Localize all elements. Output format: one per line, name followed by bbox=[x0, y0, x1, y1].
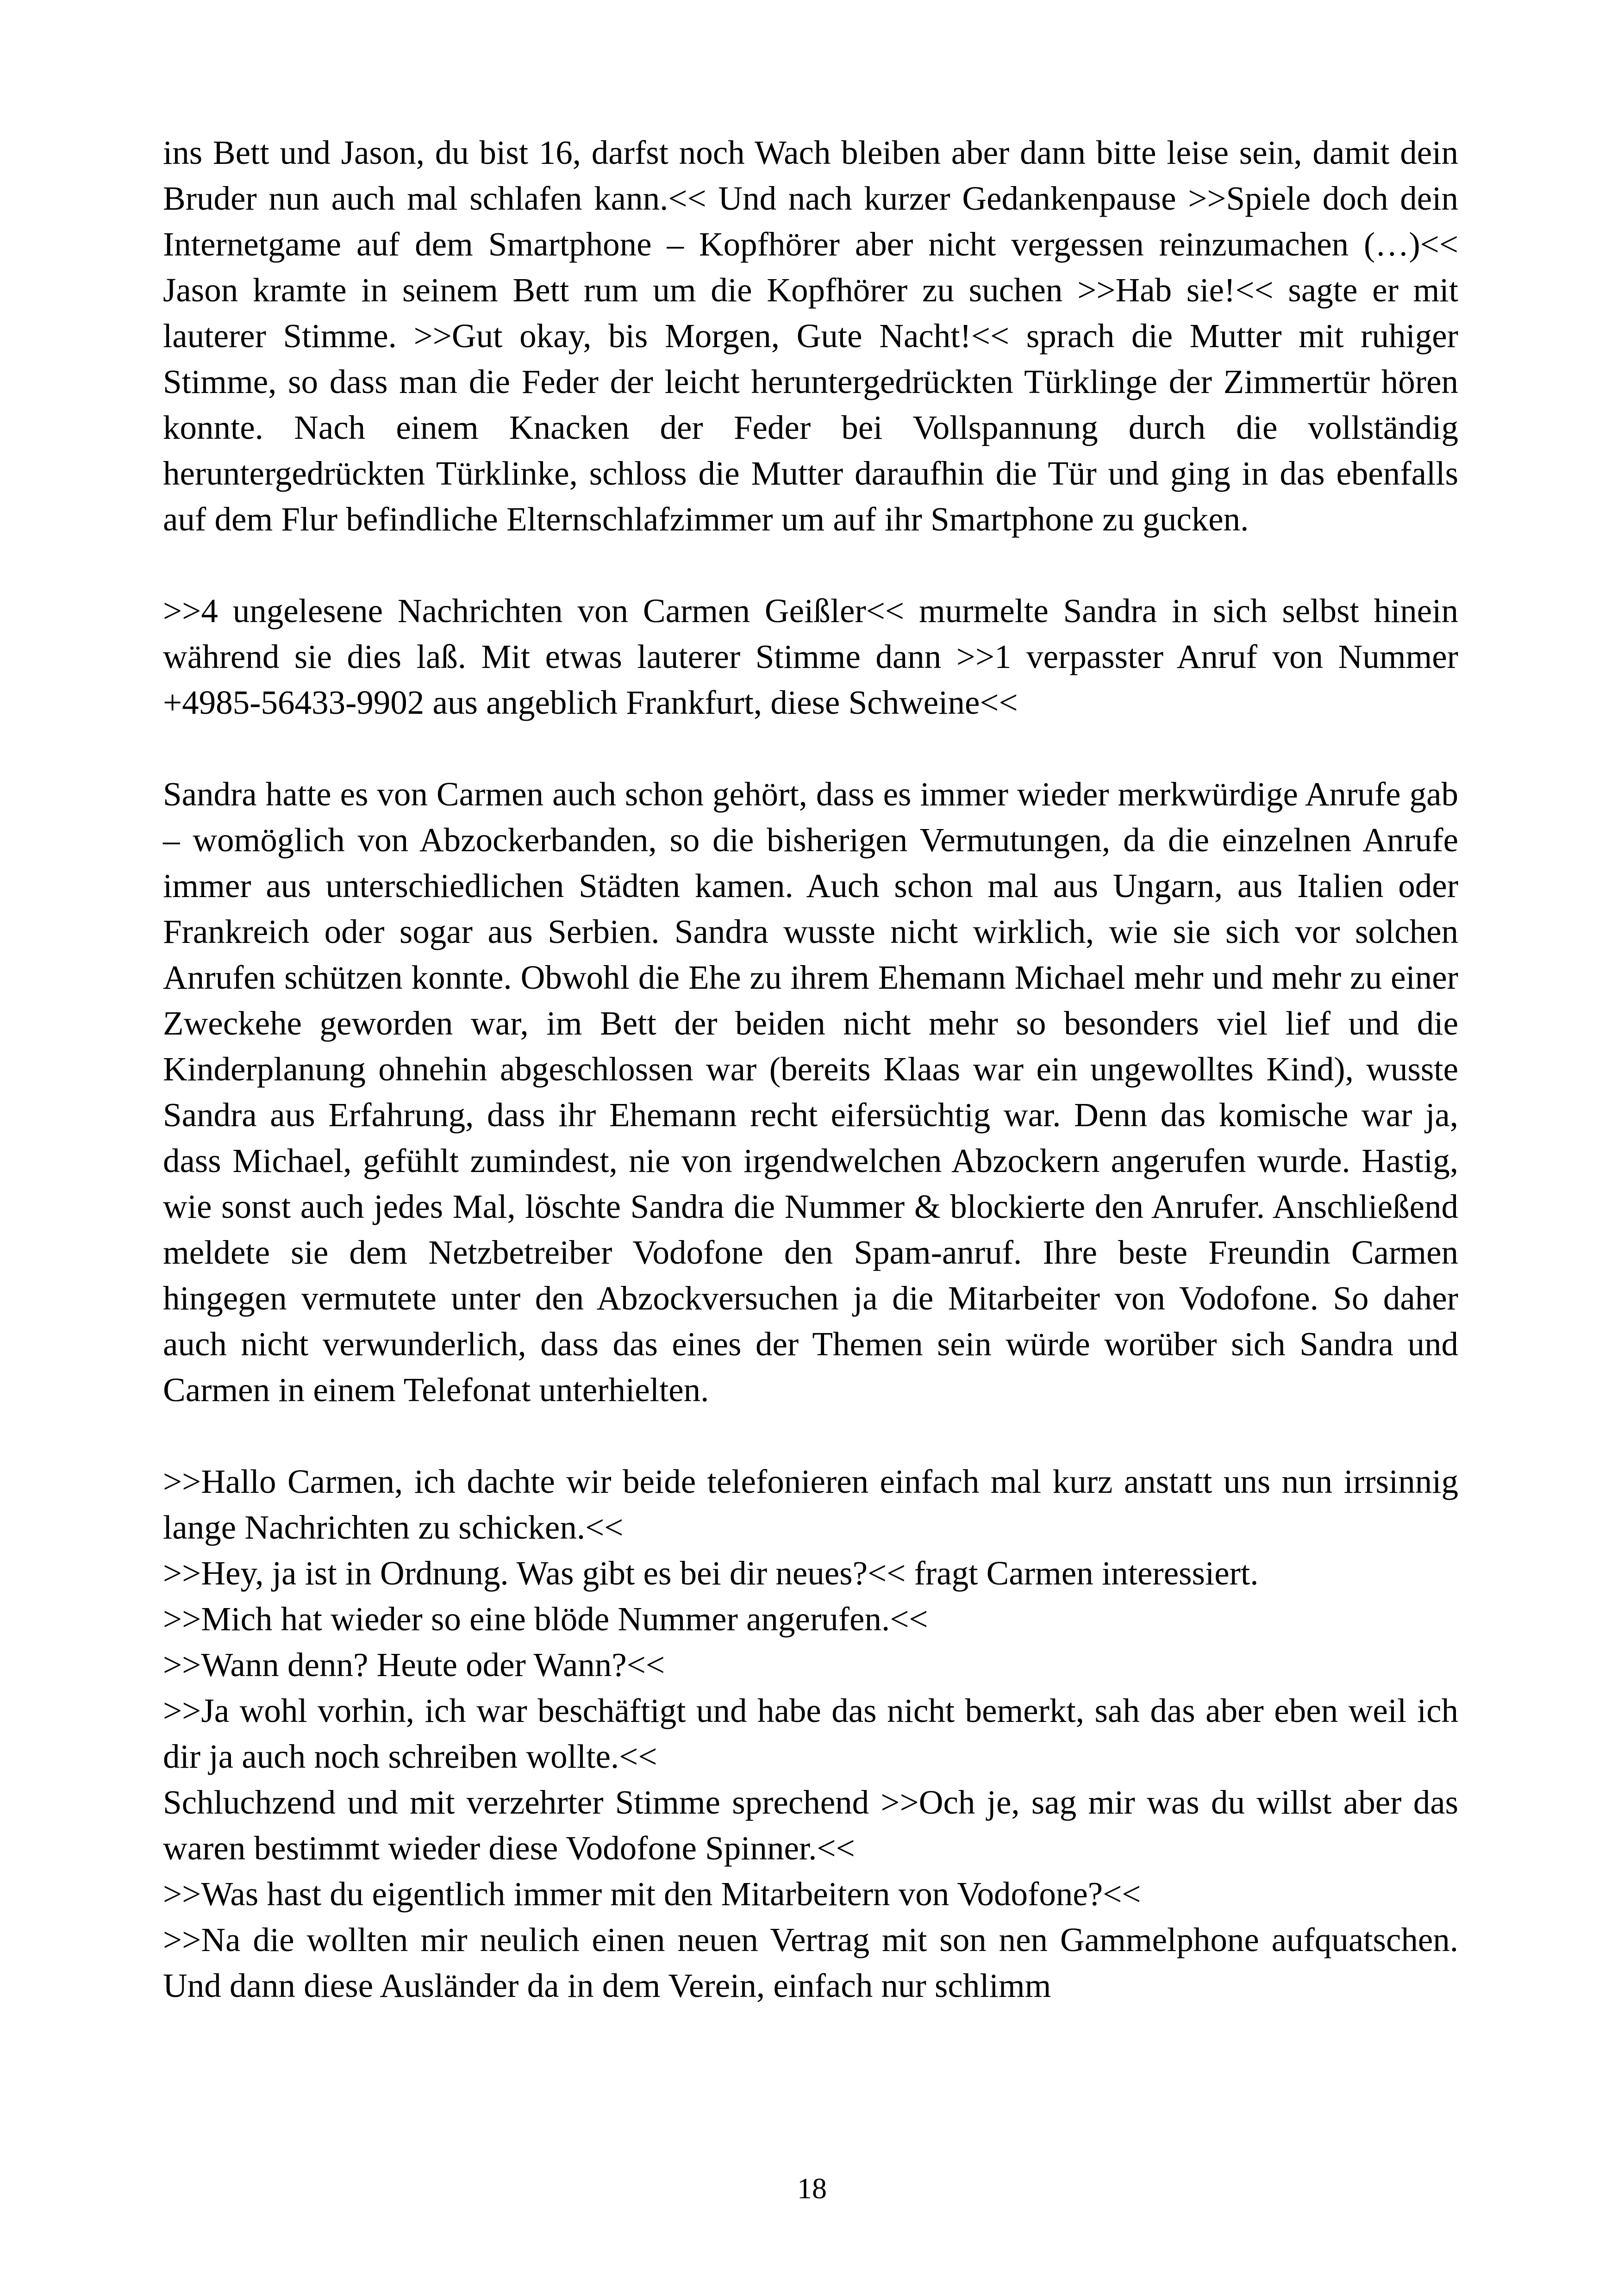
dialogue-line: >>Ja wohl vorhin, ich war beschäftigt und habe das nicht bemerkt, sah das aber eben weil ich dir ja auch noch schreiben wollte.<< bbox=[163, 1692, 1458, 1775]
paragraph-spacer bbox=[163, 1413, 1458, 1459]
dialogue-section bbox=[163, 1459, 1458, 2008]
paragraph-2: >>4 ungelesene Nachrichten von Carmen Geißler<< murmelte Sandra in sich selbst hinein während sie dies laß. Mit etwas lauterer Stimme dann >>1 verpasster Anruf von Nummer +4985-56433-9902 aus angeblich Frankfurt, diese Schweine<< bbox=[163, 592, 1458, 721]
dialogue-line: >>Hallo Carmen, ich dachte wir beide telefonieren einfach mal kurz anstatt uns nun irrsinnig lange Nachrichten zu schicken.<< bbox=[163, 1463, 1458, 1546]
paragraph-3: Sandra hatte es von Carmen auch schon gehört, dass es immer wieder merkwürdige Anrufe gab – womöglich von Abzockerbanden, so die bisherigen Vermutungen, da die einzelnen Anrufe immer aus unterschiedlichen Städten kamen. Auch schon mal aus Ungarn, aus Italien oder Frankreich oder sogar aus Serbien. Sandra wusste nicht wirklich, wie sie sich vor solchen Anrufen schützen konnte. Obwohl die Ehe zu ihrem Ehemann Michael mehr und mehr zu einer Zweckehe geworden war, im Bett der beiden nicht mehr so besonders viel lief und die Kinderplanung ohnehin abgeschlossen war (bereits Klaas war ein ungewolltes Kind), wusste Sandra aus Erfahrung, dass ihr Ehemann recht eifersüchtig war. Denn das komische war ja, dass Michael, gefühlt zumindest, nie von irgendwelchen Abzockern angerufen wurde. Hastig, wie sonst auch jedes Mal, löschte Sandra die Nummer & blockierte den Anrufer. Anschließend meldete sie dem Netzbetreiber Vodofone den Spam-anruf. Ihre beste Freundin Carmen hingegen vermutete unter den Abzockversuchen ja die Mitarbeiter von Vodofone. So daher auch nicht verwunderlich, dass das eines der Themen sein würde worüber sich Sandra und Carmen in einem Telefonat unterhielten. bbox=[163, 775, 1458, 1409]
dialogue-line: Schluchzend und mit verzehrter Stimme sprechend >>Och je, sag mir was du willst aber das waren bestimmt wieder diese Vodofone Spinner.<< bbox=[163, 1784, 1458, 1867]
dialogue-line: >>Was hast du eigentlich immer mit den Mitarbeitern von Vodofone?<< bbox=[163, 1875, 1141, 1913]
dialogue-line: >>Na die wollten mir neulich einen neuen Vertrag mit son nen Gammelphone aufquatschen. Und dann diese Ausländer da in dem Verein, einfach nur schlimm bbox=[163, 1921, 1458, 2004]
page-number: 18 bbox=[797, 2172, 827, 2205]
dialogue-line: >>Hey, ja ist in Ordnung. Was gibt es bei dir neues?<< fragt Carmen interessiert. bbox=[163, 1554, 1259, 1592]
paragraph-spacer bbox=[163, 725, 1458, 771]
body-text bbox=[163, 130, 1458, 2008]
dialogue-line: >>Wann denn? Heute oder Wann?<< bbox=[163, 1646, 665, 1684]
dialogue-line: >>Mich hat wieder so eine blöde Nummer angerufen.<< bbox=[163, 1600, 928, 1638]
paragraph-spacer bbox=[163, 542, 1458, 588]
paragraph-1: ins Bett und Jason, du bist 16, darfst noch Wach bleiben aber dann bitte leise sein, damit dein Bruder nun auch mal schlafen kann.<< Und nach kurzer Gedankenpause >>Spiele doch dein Internetgame auf dem Smartphone – Kopfhörer aber nicht vergessen reinzumachen (…)<< Jason kramte in seinem Bett rum um die Kopfhörer zu suchen >>Hab sie!<< sagte er mit lauterer Stimme. >>Gut okay, bis Morgen, Gute Nacht!<< sprach die Mutter mit ruhiger Stimme, so dass man die Feder der leicht heruntergedrückten Türklinge der Zimmertür hören konnte. Nach einem Knacken der Feder bei Vollspannung durch die vollständig heruntergedrückten Türklinke, schloss die Mutter daraufhin die Tür und ging in das ebenfalls auf dem Flur befindliche Elternschlafzimmer um auf ihr Smartphone zu gucken. bbox=[163, 134, 1458, 538]
